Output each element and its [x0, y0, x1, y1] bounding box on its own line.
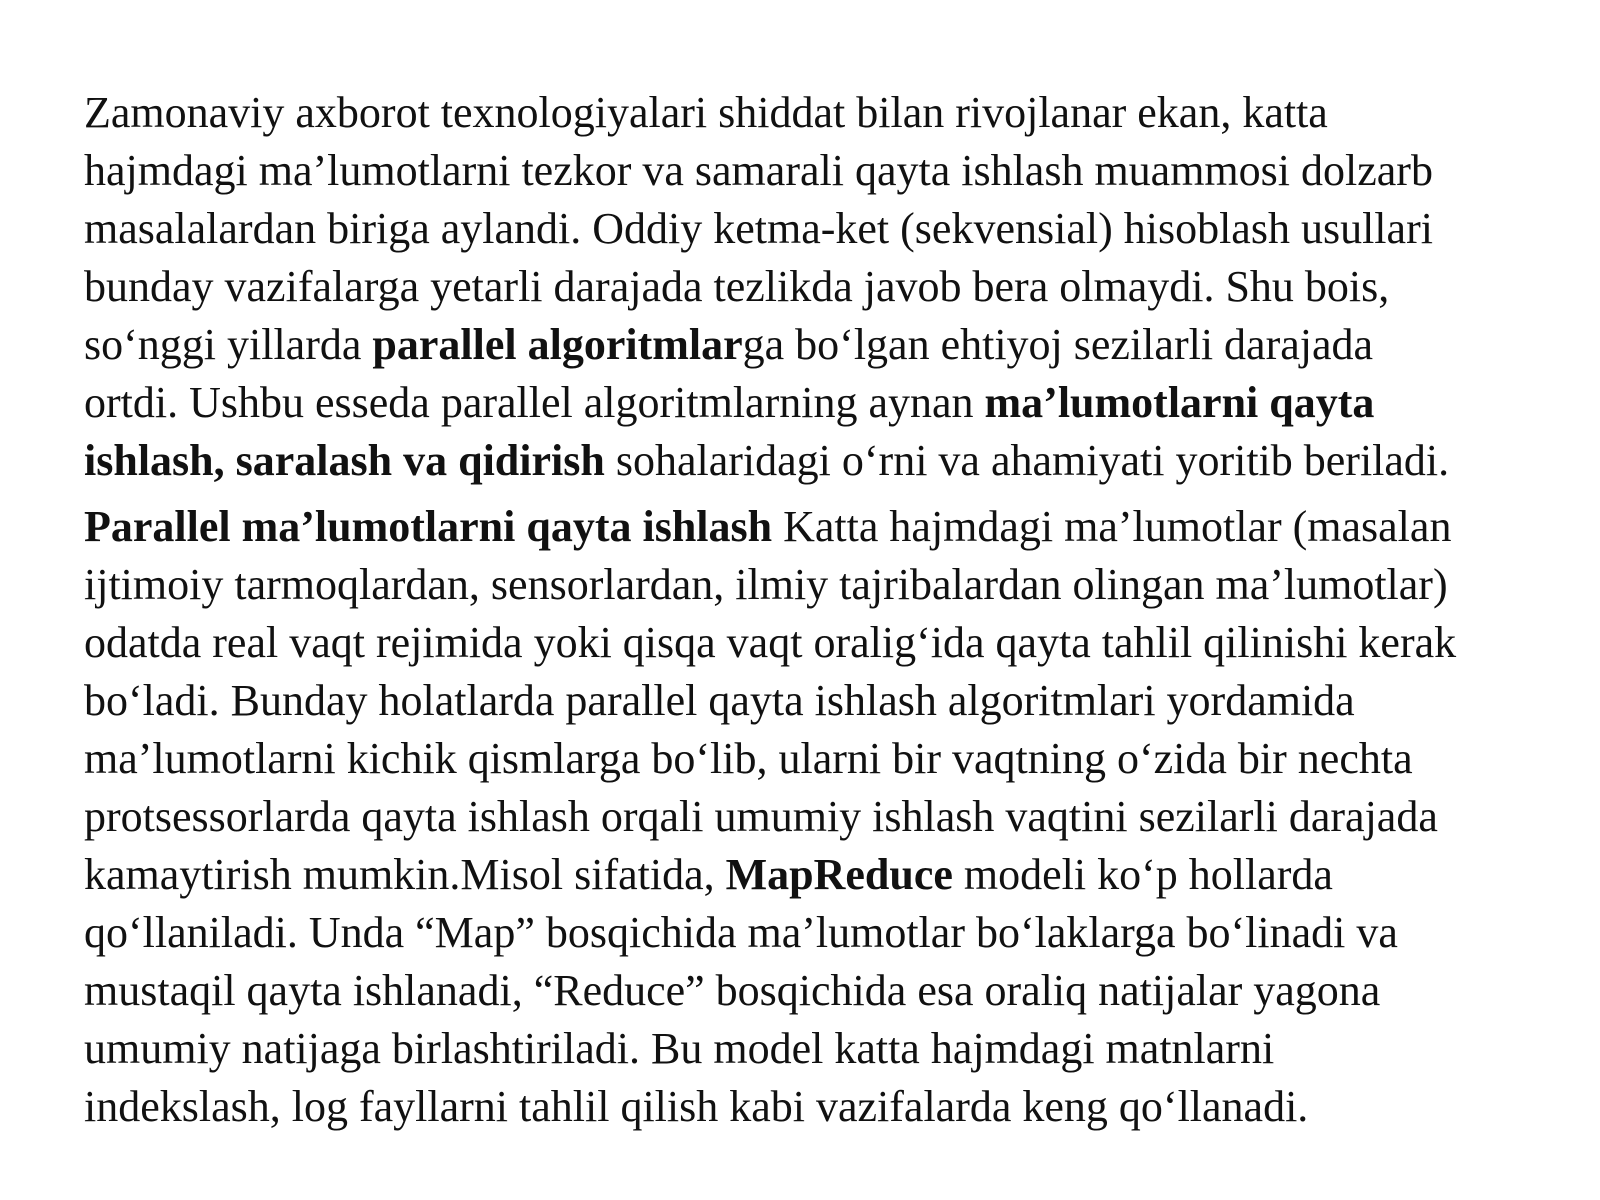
text-run: mustaqil qayta ishlanadi, “Reduce” bosqichida esa oraliq natijalar yagona — [84, 966, 1381, 1015]
text-line — [84, 142, 1600, 200]
text-line — [84, 432, 1600, 490]
text-line — [84, 730, 1600, 788]
text-run: Katta hajmdagi ma’lumotlar (masalan — [772, 502, 1452, 551]
text-line — [84, 1078, 1600, 1136]
text-line — [84, 374, 1600, 432]
text-line — [84, 962, 1600, 1020]
text-line — [84, 258, 1600, 316]
bold-text-run: MapReduce — [725, 850, 953, 899]
text-run: odatda real vaqt rejimida yoki qisqa vaqt oralig‘ida qayta tahlil qilinishi kerak — [84, 618, 1457, 667]
text-line — [84, 1020, 1600, 1078]
text-line — [84, 200, 1600, 258]
bold-text-run: ma’lumotlarni qayta — [984, 378, 1375, 427]
text-line — [84, 84, 1600, 142]
text-run: protsessorlarda qayta ishlash orqali umumiy ishlash vaqtini sezilarli darajada — [84, 792, 1438, 841]
text-line — [84, 498, 1600, 556]
text-run: bunday vazifalarga yetarli darajada tezlikda javob bera olmaydi. Shu bois, — [84, 262, 1390, 311]
text-run: indekslash, log fayllarni tahlil qilish kabi vazifalarda keng qo‘llanadi. — [84, 1082, 1309, 1131]
text-run: kamaytirish mumkin.Misol sifatida, — [84, 850, 726, 899]
bold-text-run: ishlash, saralash va qidirish — [84, 436, 605, 485]
text-run: ma’lumotlarni kichik qismlarga bo‘lib, ularni bir vaqtning o‘zida bir nechta — [84, 734, 1413, 783]
text-run: qo‘llaniladi. Unda “Map” bosqichida ma’lumotlar bo‘laklarga bo‘linadi va — [84, 908, 1398, 957]
bold-text-run: Parallel ma’lumotlarni qayta ishlash — [84, 502, 773, 551]
text-run: so‘nggi yillarda — [84, 320, 373, 369]
text-line — [84, 672, 1600, 730]
text-line — [84, 556, 1600, 614]
paragraph-intro — [84, 84, 1600, 490]
text-run: modeli ko‘p hollarda — [952, 850, 1333, 899]
text-run: umumiy natijaga birlashtiriladi. Bu model katta hajmdagi matnlarni — [84, 1024, 1275, 1073]
text-line — [84, 846, 1600, 904]
text-run: sohalaridagi o‘rni va ahamiyati yoritib beriladi. — [604, 436, 1450, 485]
text-run: Zamonaviy axborot texnologiyalari shiddat bilan rivojlanar ekan, katta — [84, 88, 1328, 137]
text-run: ortdi. Ushbu esseda parallel algoritmlarning aynan — [84, 378, 985, 427]
bold-text-run: parallel algoritmlar — [372, 320, 743, 369]
text-line — [84, 788, 1600, 846]
text-run: hajmdagi ma’lumotlarni tezkor va samarali qayta ishlash muammosi dolzarb — [84, 146, 1433, 195]
text-run: masalalardan biriga aylandi. Oddiy ketma-ket (sekvensial) hisoblash usullari — [84, 204, 1433, 253]
paragraph-parallel-processing — [84, 498, 1600, 1136]
text-line — [84, 316, 1600, 374]
text-line — [84, 614, 1600, 672]
text-line — [84, 904, 1600, 962]
text-run: ga bo‘lgan ehtiyoj sezilarli darajada — [742, 320, 1374, 369]
text-run: ijtimoiy tarmoqlardan, sensorlardan, ilmiy tajribalardan olingan ma’lumotlar) — [84, 560, 1448, 609]
document-page — [84, 84, 1600, 1136]
text-run: bo‘ladi. Bunday holatlarda parallel qayta ishlash algoritmlari yordamida — [84, 676, 1355, 725]
